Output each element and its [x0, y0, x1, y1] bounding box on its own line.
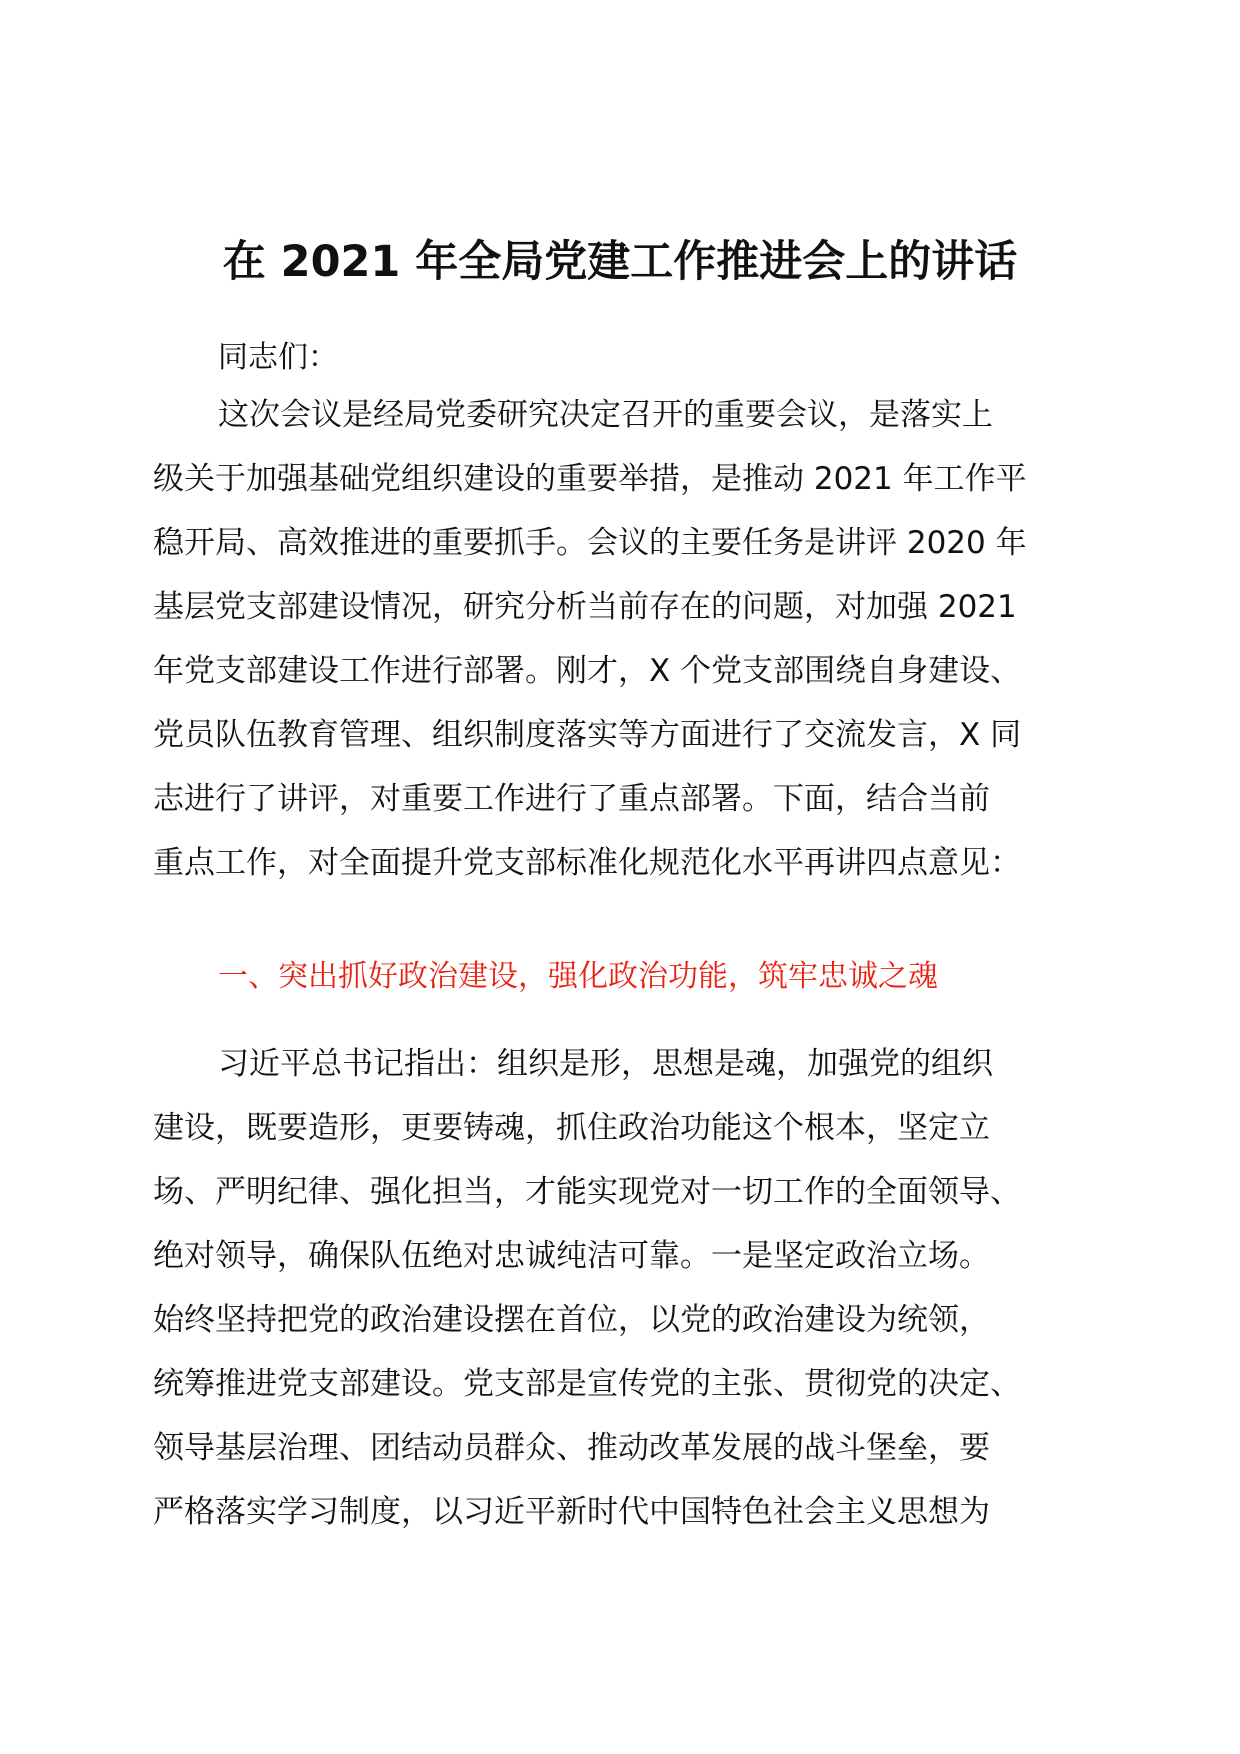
paragraph-line: 统筹推进党支部建设。党支部是宣传党的主张、贯彻党的决定、: [153, 1366, 1021, 1402]
paragraph-line: 这次会议是经局党委研究决定召开的重要会议，是落实上: [218, 397, 993, 433]
paragraph-line: 年党支部建设工作进行部署。刚才，X 个党支部围绕自身建设、: [153, 653, 1022, 689]
document-title: 在 2021 年全局党建工作推进会上的讲话: [222, 237, 1018, 287]
paragraph-line: 始终坚持把党的政治建设摆在首位，以党的政治建设为统领，: [153, 1302, 990, 1338]
paragraph-line: 严格落实学习制度，以习近平新时代中国特色社会主义思想为: [153, 1494, 990, 1530]
paragraph-line: 领导基层治理、团结动员群众、推动改革发展的战斗堡垒，要: [153, 1430, 990, 1466]
paragraph-section1: [153, 1032, 1083, 1544]
salutation: 同志们：: [218, 340, 338, 375]
paragraph-line: 绝对领导，确保队伍绝对忠诚纯洁可靠。一是坚定政治立场。: [153, 1238, 990, 1274]
paragraph-intro: [153, 383, 1083, 895]
paragraph-line: 稳开局、高效推进的重要抓手。会议的主要任务是讲评 2020 年: [153, 525, 1027, 561]
paragraph-line: 建设，既要造形，更要铸魂，抓住政治功能这个根本，坚定立: [153, 1110, 990, 1146]
paragraph-line: 场、严明纪律、强化担当，才能实现党对一切工作的全面领导、: [153, 1174, 1021, 1210]
section-heading: 一、突出抓好政治建设，强化政治功能，筑牢忠诚之魂: [218, 959, 938, 994]
paragraph-line: 基层党支部建设情况，研究分析当前存在的问题，对加强 2021: [153, 589, 1017, 625]
paragraph-line: 重点工作，对全面提升党支部标准化规范化水平再讲四点意见：: [153, 845, 1021, 881]
paragraph-line: 习近平总书记指出：组织是形，思想是魂，加强党的组织: [218, 1046, 993, 1082]
paragraph-line: 党员队伍教育管理、组织制度落实等方面进行了交流发言，X 同: [153, 717, 1022, 753]
paragraph-line: 志进行了讲评，对重要工作进行了重点部署。下面，结合当前: [153, 781, 990, 817]
paragraph-line: 级关于加强基础党组织建设的重要举措，是推动 2021 年工作平: [153, 461, 1027, 497]
